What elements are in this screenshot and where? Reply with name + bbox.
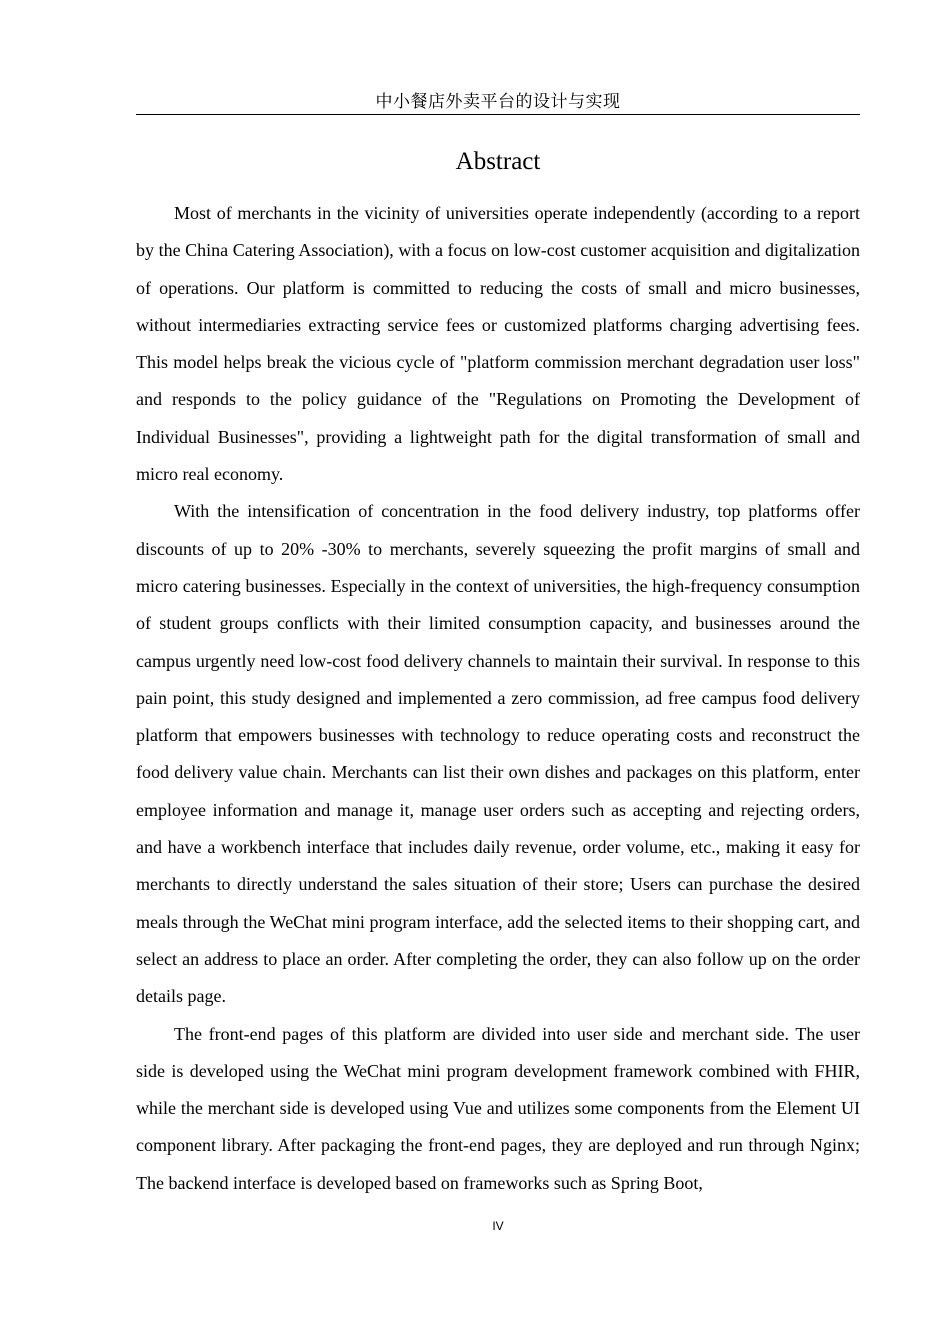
paragraph: Most of merchants in the vicinity of universities operate independently (according to a report by the China Catering Association), with a focus on low-cost customer acquisition and digitalization of operations. Our platform is committed to reducing the costs of small and micro businesses, without intermediaries extracting service fees or customized platforms charging advertising fees. This model helps break the vicious cycle of "platform commission merchant degradation user loss" and responds to the policy guidance of the "Regulations on Promoting the Development of Individual Businesses", providing a lightweight path for the digital transformation of small and micro real economy. (136, 203, 860, 485)
running-header: 中小餐店外卖平台的设计与实现 (375, 92, 621, 112)
header-rule (136, 114, 860, 115)
page-number: IV (492, 1219, 504, 1233)
paragraph: With the intensification of concentration in the food delivery industry, top platforms offer discounts of up to 20% -30% to merchants, severely squeezing the profit margins of small and micro catering businesses. Especially in the context of universities, the high-frequency consumption of student groups conflicts with their limited consumption capacity, and businesses around the campus urgently need low-cost food delivery channels to maintain their survival. In response to this pain point, this study designed and implemented a zero commission, ad free campus food delivery platform that empowers businesses with technology to reduce operating costs and reconstruct the food delivery value chain. Merchants can list their own dishes and packages on this platform, enter employee information and manage it, manage user orders such as accepting and rejecting orders, and have a workbench interface that includes daily revenue, order volume, etc., making it easy for merchants to directly understand the sales situation of their store; Users can purchase the desired meals through the WeChat mini program interface, add the selected items to their shopping cart, and select an address to place an order. After completing the order, they can also follow up on the order details page. (136, 501, 860, 1007)
abstract-body (136, 195, 860, 1202)
section-title: Abstract (455, 148, 541, 175)
paragraph: The front-end pages of this platform are divided into user side and merchant side. The user side is developed using the WeChat mini program development framework combined with FHIR, while the merchant side is developed using Vue and utilizes some components from the Element UI component library. After packaging the front-end pages, they are deployed and run through Nginx; The backend interface is developed based on frameworks such as Spring Boot, (136, 1023, 860, 1193)
